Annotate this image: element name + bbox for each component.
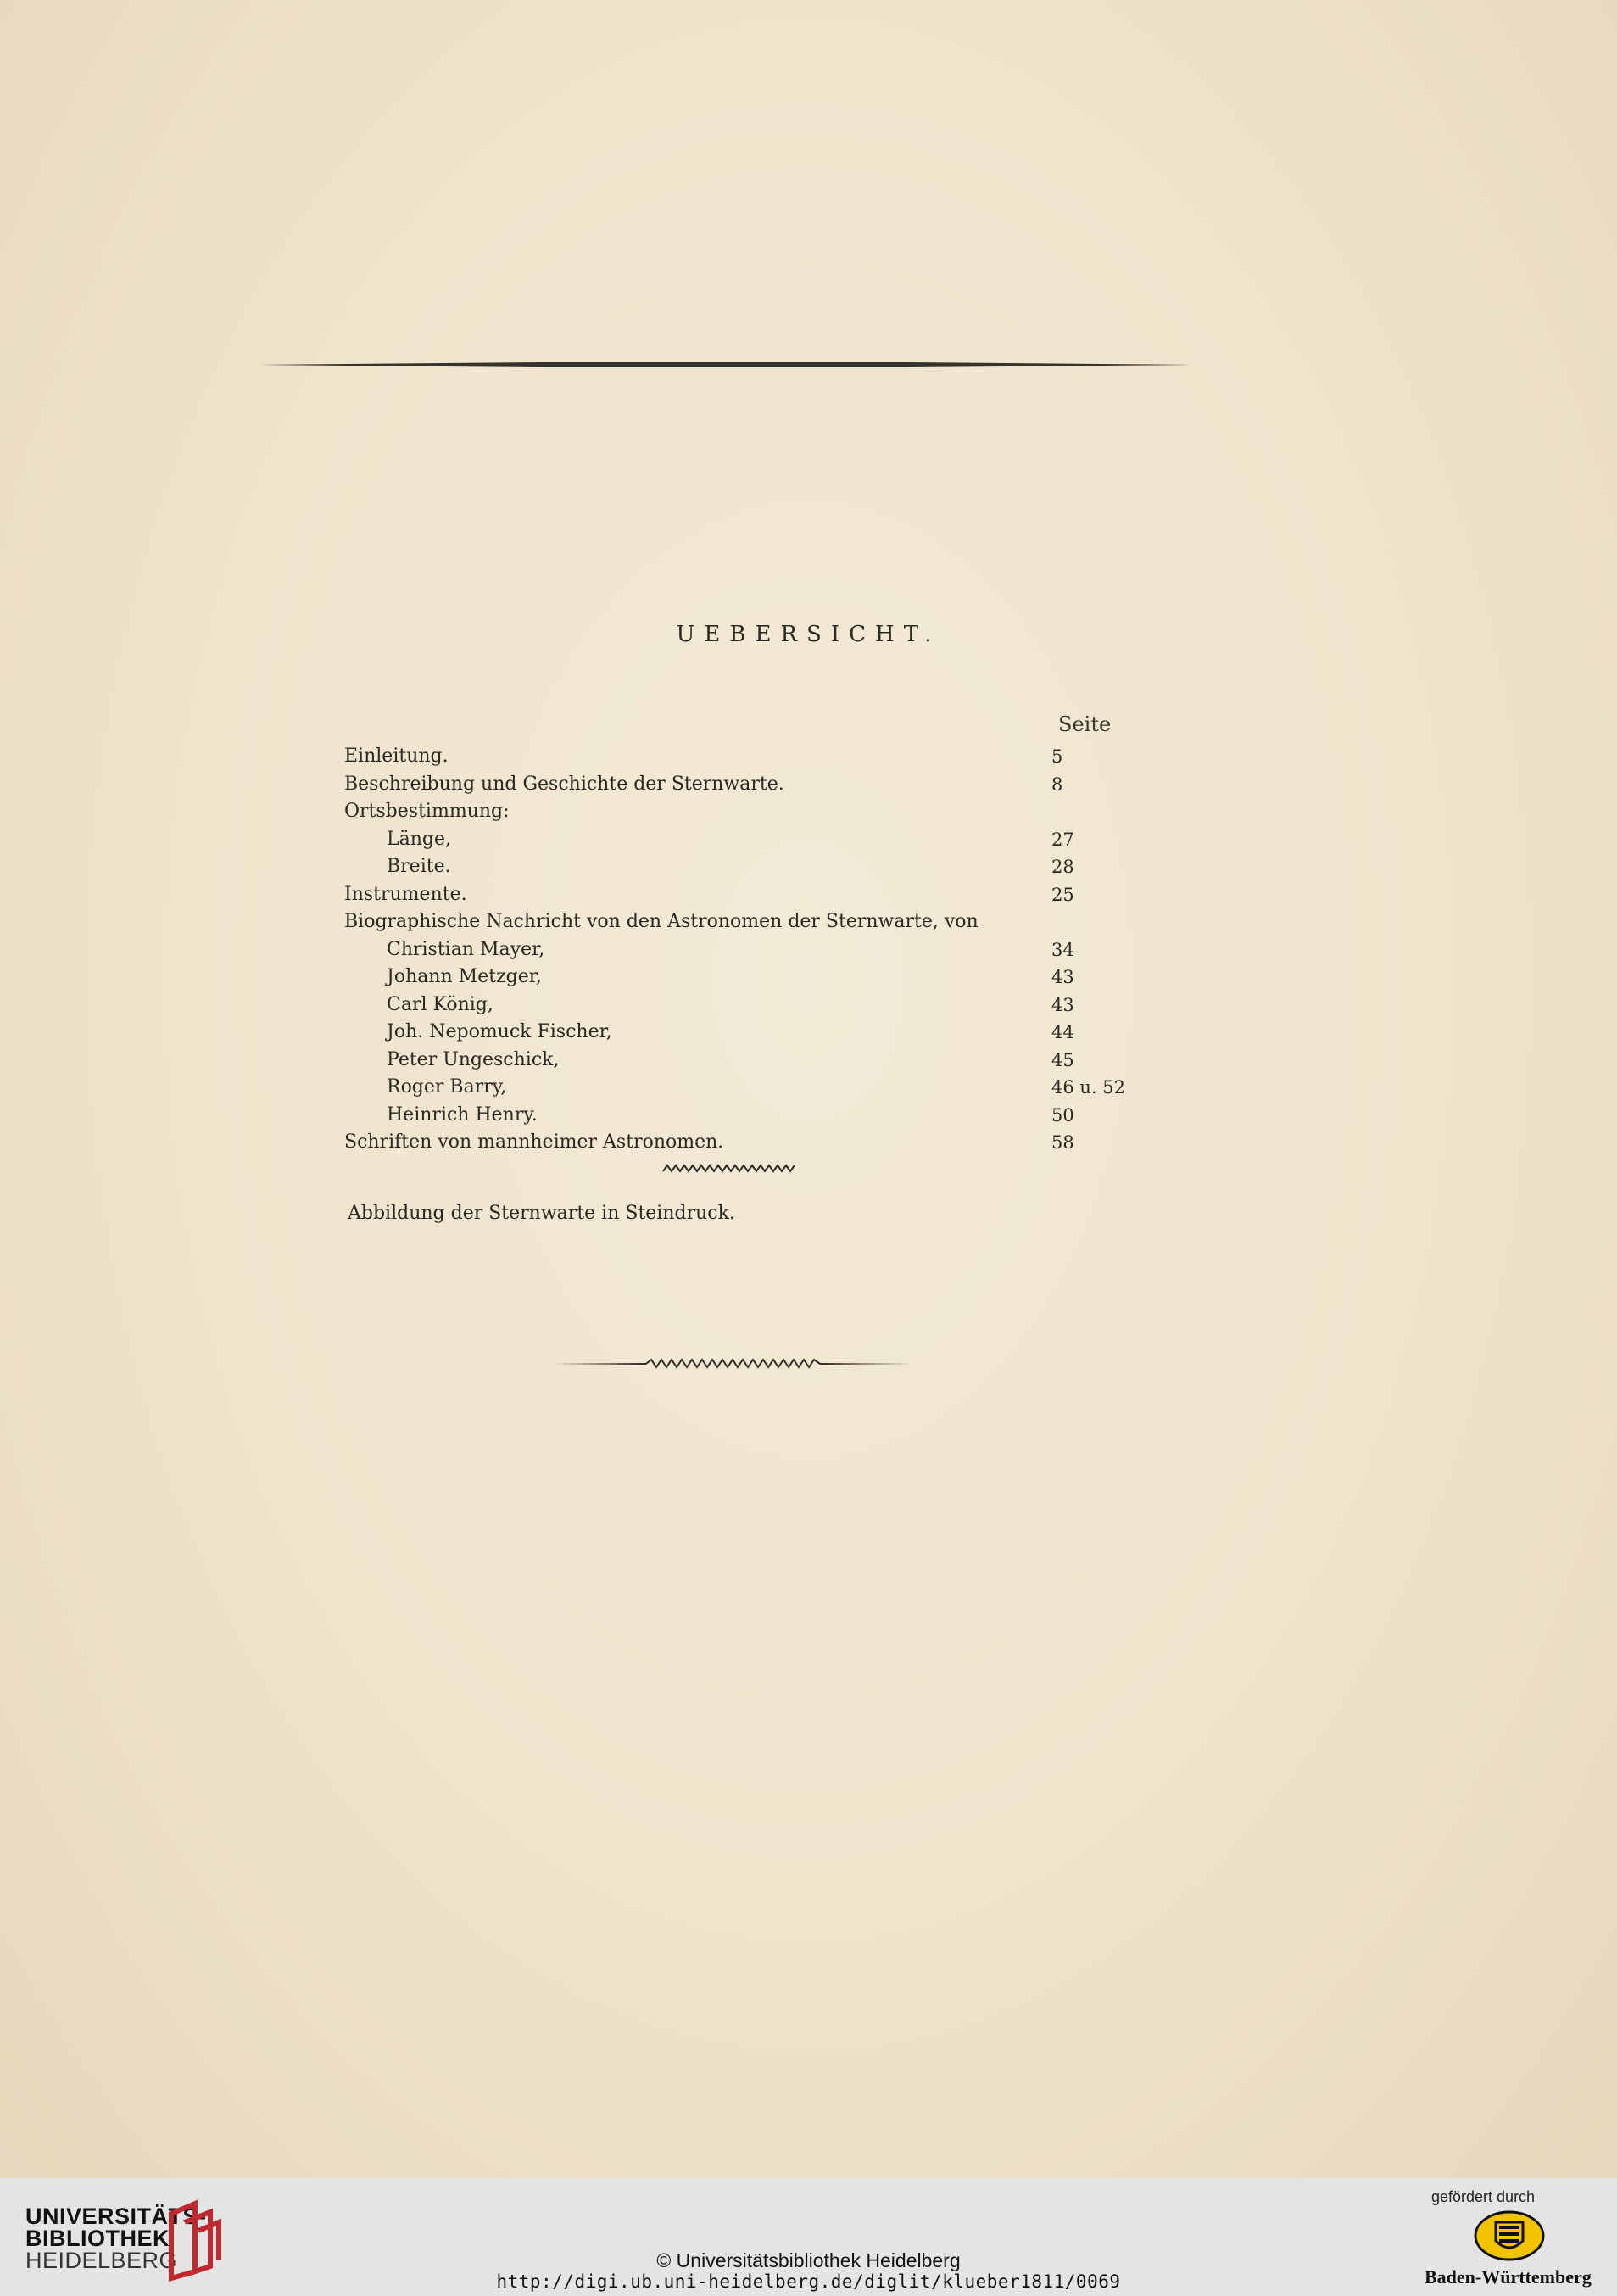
toc-entry-page: 34 <box>1051 939 1074 960</box>
toc-entry-label: Christian Mayer, <box>387 938 545 960</box>
toc-entry-page: 50 <box>1051 1104 1074 1126</box>
toc-entry-label: Peter Ungeschick, <box>387 1048 560 1070</box>
funded-by-label: gefördert durch <box>1431 2188 1536 2205</box>
toc-entry-page: 43 <box>1051 994 1074 1015</box>
top-rule-ornament <box>259 360 1191 369</box>
library-name-line3: HEIDELBERG <box>25 2248 178 2273</box>
toc-entry-label: Breite. <box>387 856 451 877</box>
toc-entry-page: 5 <box>1051 746 1063 767</box>
toc-entry-page: 45 <box>1051 1049 1074 1070</box>
toc-entry-label: Heinrich Henry. <box>387 1103 538 1126</box>
plate-note: Abbildung der Sternwarte in Steindruck. <box>348 1203 735 1224</box>
toc-entry-page: 58 <box>1051 1132 1074 1153</box>
toc-entry-page: 44 <box>1051 1022 1074 1042</box>
footer-bar <box>0 2178 1617 2296</box>
toc-entry-page: 27 <box>1051 829 1074 850</box>
toc-entry-page: 8 <box>1051 774 1063 795</box>
toc-entry-page: 43 <box>1051 967 1074 987</box>
permalink-url[interactable]: http://digi.ub.uni-heidelberg.de/diglit/klueber1811/0069 <box>496 2271 1121 2292</box>
toc-entry-label: Joh. Nepomuck Fischer, <box>387 1021 612 1042</box>
toc-entry-page: 46 u. 52 <box>1051 1077 1125 1098</box>
page-title: UEBERSICHT. <box>676 622 941 647</box>
toc-entry-label: Carl König, <box>387 993 493 1015</box>
toc-entry-label: Johann Metzger, <box>387 966 542 987</box>
toc-entry-label: Roger Barry, <box>387 1076 507 1098</box>
toc-entry-label: Schriften von mannheimer Astronomen. <box>344 1131 724 1153</box>
bottom-rule-ornament <box>553 1357 913 1371</box>
toc-entry-label: Instrumente. <box>344 883 467 905</box>
toc-entry-label: Länge, <box>387 828 451 850</box>
toc-entry-page: 25 <box>1051 884 1074 905</box>
library-name-line1: UNIVERSITÄTS- <box>25 2204 207 2229</box>
toc-entry-label: Beschreibung und Geschichte der Sternwarte. <box>344 773 784 795</box>
toc-entry-label: Ortsbestimmung: <box>344 801 510 822</box>
funder-name: Baden-Württemberg <box>1425 2266 1592 2288</box>
wavy-separator <box>661 1163 797 1175</box>
toc-entry-label: Biographische Nachricht von den Astronomen der Sternwarte, von <box>344 911 979 932</box>
copyright-notice: © Universitätsbibliothek Heidelberg <box>656 2249 961 2271</box>
toc-entry-page: 28 <box>1051 857 1074 877</box>
baden-wuerttemberg-emblem-icon <box>1474 2210 1545 2261</box>
toc-entry-label: Einleitung. <box>344 746 449 767</box>
page-column-header: Seite <box>1058 712 1112 736</box>
library-name-line2: BIBLIOTHEK <box>25 2226 170 2251</box>
